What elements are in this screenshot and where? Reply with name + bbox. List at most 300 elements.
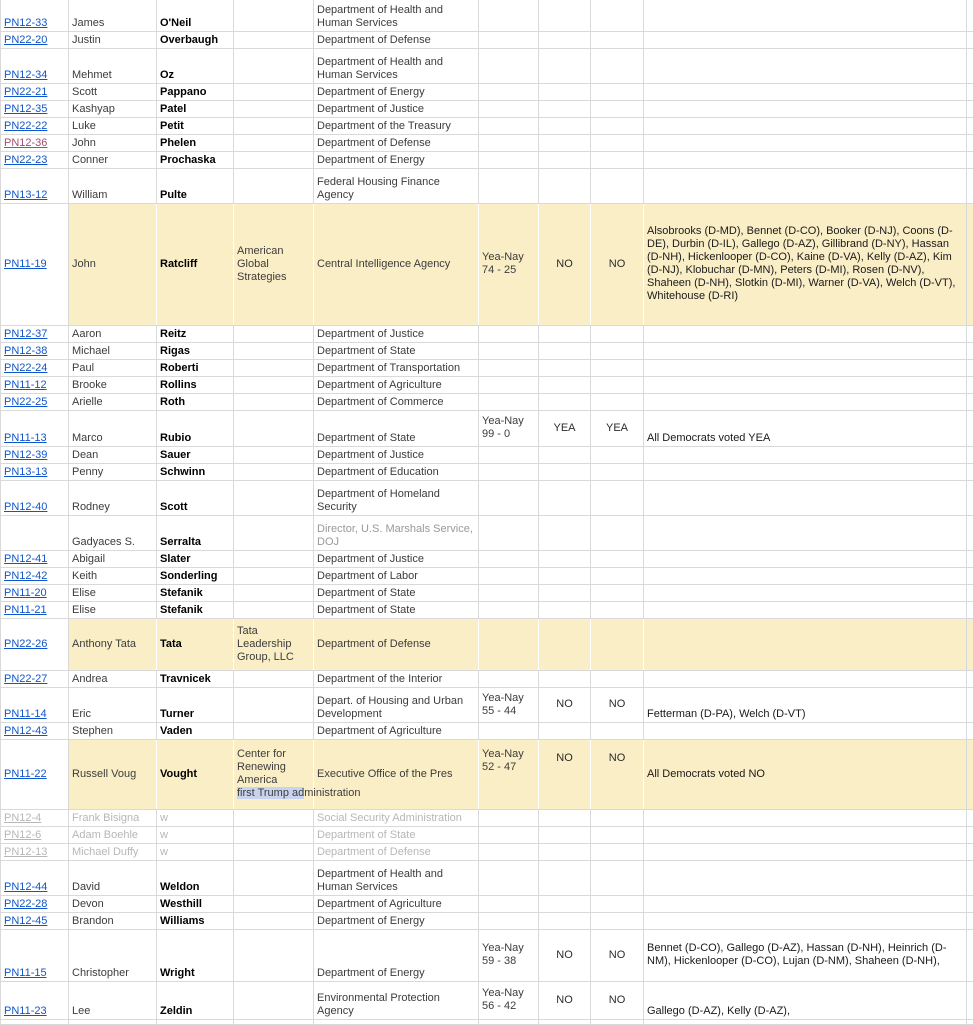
first-name-cell: John xyxy=(69,203,157,325)
table-row xyxy=(1,83,973,100)
vote-flag-2-cell xyxy=(591,463,644,480)
pn-number-cell xyxy=(1,359,69,376)
pn-link[interactable]: PN11-21 xyxy=(4,604,47,616)
spacer-cell xyxy=(967,670,973,687)
department-cell: Department of Defense xyxy=(314,618,479,670)
vote-tally-cell xyxy=(479,843,539,860)
first-name-cell: Adam Boehle xyxy=(69,826,157,843)
pn-link[interactable]: PN22-20 xyxy=(4,34,47,46)
first-name-cell: Brandon xyxy=(69,912,157,929)
pn-number-cell xyxy=(1,567,69,584)
organization-cell xyxy=(234,843,314,860)
spacer-cell xyxy=(967,325,973,342)
table-row xyxy=(1,1019,973,1024)
first-name-cell: Andrea xyxy=(69,670,157,687)
pn-number-cell xyxy=(1,48,69,83)
vote-tally-cell xyxy=(479,342,539,359)
spacer-cell xyxy=(967,463,973,480)
last-name-cell: Williams xyxy=(157,912,234,929)
vote-flag-2-cell xyxy=(591,117,644,134)
first-name-cell: Elise xyxy=(69,584,157,601)
vote-tally-cell xyxy=(479,584,539,601)
department-cell: Director, U.S. Marshals Service, DOJ xyxy=(314,515,479,550)
pn-link[interactable]: PN22-25 xyxy=(4,396,47,408)
department-cell: Department of Agriculture xyxy=(314,376,479,393)
pn-link[interactable]: PN22-23 xyxy=(4,154,47,166)
notes-cell xyxy=(644,601,967,618)
table-row xyxy=(1,117,973,134)
vote-flag-1-cell xyxy=(539,843,591,860)
pn-number-cell xyxy=(1,376,69,393)
vote-tally-cell xyxy=(479,618,539,670)
pn-number-cell xyxy=(1,860,69,895)
spacer-cell xyxy=(967,860,973,895)
table-row xyxy=(1,567,973,584)
unselected-text: ministration xyxy=(304,787,360,799)
table-row xyxy=(1,376,973,393)
first-name-cell: Dean xyxy=(69,446,157,463)
last-name-cell: Reitz xyxy=(157,325,234,342)
vote-flag-1-cell xyxy=(539,151,591,168)
pn-number-cell xyxy=(1,0,69,31)
table-row xyxy=(1,739,973,809)
pn-link[interactable]: PN11-20 xyxy=(4,587,47,599)
organization-cell xyxy=(234,1019,314,1024)
notes-cell xyxy=(644,567,967,584)
notes-cell xyxy=(644,446,967,463)
spacer-cell xyxy=(967,618,973,670)
pn-link[interactable]: PN13-12 xyxy=(4,189,47,201)
pn-number-cell xyxy=(1,463,69,480)
last-name-cell: Patel xyxy=(157,100,234,117)
pn-link[interactable]: PN12-34 xyxy=(4,69,47,81)
organization-cell xyxy=(234,601,314,618)
first-name-cell: John xyxy=(69,134,157,151)
last-name-cell: Sauer xyxy=(157,446,234,463)
pn-link[interactable]: PN12-33 xyxy=(4,17,47,29)
vote-flag-2-cell xyxy=(591,168,644,203)
first-name-cell: Aaron xyxy=(69,325,157,342)
vote-tally-cell xyxy=(479,480,539,515)
vote-flag-2-cell xyxy=(591,359,644,376)
first-name-cell: James xyxy=(69,0,157,31)
vote-flag-1-cell xyxy=(539,463,591,480)
vote-flag-2-cell xyxy=(591,376,644,393)
vote-tally-cell: Yea-Nay 56 - 42 xyxy=(479,981,539,1019)
vote-flag-1-cell xyxy=(539,515,591,550)
spacer-cell xyxy=(967,151,973,168)
spacer-cell xyxy=(967,342,973,359)
pn-link[interactable]: PN12-40 xyxy=(4,501,47,513)
vote-flag-1-cell xyxy=(539,393,591,410)
vote-tally-cell: Yea-Nay 52 - 47 xyxy=(479,739,539,809)
pn-link[interactable]: PN11-14 xyxy=(4,708,47,720)
department-cell: Environmental Protection Agency xyxy=(314,981,479,1019)
organization-cell xyxy=(234,393,314,410)
vote-flag-1-cell xyxy=(539,670,591,687)
notes-cell xyxy=(644,134,967,151)
first-name-cell: Luke xyxy=(69,117,157,134)
spacer-cell xyxy=(967,687,973,722)
organization-cell xyxy=(234,359,314,376)
pn-link[interactable]: PN22-22 xyxy=(4,120,47,132)
pn-number-cell xyxy=(1,1019,69,1024)
first-name-cell: Michael Duffy xyxy=(69,843,157,860)
table-row xyxy=(1,550,973,567)
spacer-cell xyxy=(967,809,973,826)
first-name-cell: Abigail xyxy=(69,550,157,567)
pn-number-cell xyxy=(1,515,69,550)
vote-tally-cell xyxy=(479,31,539,48)
vote-tally-cell xyxy=(479,860,539,895)
department-cell: Department of Labor xyxy=(314,567,479,584)
last-name-cell: Sonderling xyxy=(157,567,234,584)
pn-link[interactable]: PN22-26 xyxy=(4,638,47,650)
pn-link[interactable]: PN22-27 xyxy=(4,673,47,685)
department-cell: Depart. of Housing and Urban Development xyxy=(314,687,479,722)
notes-cell xyxy=(644,31,967,48)
notes-cell xyxy=(644,359,967,376)
department-cell: Social Security Administration xyxy=(314,809,479,826)
last-name-cell: Westhill xyxy=(157,895,234,912)
first-name-cell: Michael xyxy=(69,342,157,359)
vote-tally-cell xyxy=(479,83,539,100)
notes-cell xyxy=(644,376,967,393)
vote-flag-2-cell xyxy=(591,860,644,895)
vote-tally-cell xyxy=(479,134,539,151)
pn-number-cell xyxy=(1,134,69,151)
vote-flag-1-cell xyxy=(539,895,591,912)
spacer-cell xyxy=(967,584,973,601)
vote-flag-2-cell: NO xyxy=(591,981,644,1019)
pn-link[interactable]: PN12-4 xyxy=(4,812,41,824)
vote-flag-1-cell xyxy=(539,618,591,670)
pn-link[interactable]: PN12-36 xyxy=(4,137,47,149)
vote-tally-cell xyxy=(479,446,539,463)
pn-link[interactable]: PN12-6 xyxy=(4,829,41,841)
organization-cell: Tata Leadership Group, LLC xyxy=(234,618,314,670)
vote-flag-1-cell: NO xyxy=(539,981,591,1019)
pn-number-cell xyxy=(1,203,69,325)
table-row xyxy=(1,895,973,912)
vote-flag-2-cell xyxy=(591,722,644,739)
spacer-cell xyxy=(967,117,973,134)
pn-link[interactable]: PN12-39 xyxy=(4,449,47,461)
pn-link[interactable]: PN12-43 xyxy=(4,725,47,737)
vote-tally-cell xyxy=(479,48,539,83)
organization-cell xyxy=(234,584,314,601)
notes-cell xyxy=(644,48,967,83)
spacer-cell xyxy=(967,410,973,446)
spacer-cell xyxy=(967,981,973,1019)
organization-cell xyxy=(234,826,314,843)
department-cell: Department of State xyxy=(314,826,479,843)
pn-link[interactable]: PN13-13 xyxy=(4,466,47,478)
department-cell: Department of Health and Human Services xyxy=(314,0,479,31)
pn-link[interactable]: PN11-12 xyxy=(4,379,47,391)
spacer-cell xyxy=(967,359,973,376)
vote-flag-2-cell xyxy=(591,567,644,584)
table-row xyxy=(1,912,973,929)
notes-cell: All Democrats voted YEA xyxy=(644,410,967,446)
organization-cell xyxy=(234,912,314,929)
vote-flag-2-cell xyxy=(591,895,644,912)
vote-flag-2-cell: NO xyxy=(591,739,644,809)
last-name-cell: Stefanik xyxy=(157,601,234,618)
table-row xyxy=(1,134,973,151)
first-name-cell: Elise xyxy=(69,601,157,618)
pn-link[interactable]: PN12-35 xyxy=(4,103,47,115)
organization-cell xyxy=(234,463,314,480)
vote-flag-1-cell xyxy=(539,376,591,393)
department-cell: Department of Justice xyxy=(314,446,479,463)
organization-cell xyxy=(234,670,314,687)
first-name-cell xyxy=(69,1019,157,1024)
pn-link[interactable]: PN12-42 xyxy=(4,570,47,582)
department-cell: Department of Justice xyxy=(314,325,479,342)
department-cell: Department of Transportation xyxy=(314,359,479,376)
organization-cell xyxy=(234,48,314,83)
table-row xyxy=(1,151,973,168)
department-cell: Department of Justice xyxy=(314,550,479,567)
vote-flag-2-cell xyxy=(591,1019,644,1024)
notes-cell xyxy=(644,550,967,567)
last-name-cell: Tata xyxy=(157,618,234,670)
vote-flag-1-cell xyxy=(539,550,591,567)
first-name-cell: Penny xyxy=(69,463,157,480)
first-name-cell: Brooke xyxy=(69,376,157,393)
first-name-cell: Keith xyxy=(69,567,157,584)
pn-number-cell xyxy=(1,843,69,860)
vote-flag-2-cell xyxy=(591,809,644,826)
notes-cell: All Democrats voted NO xyxy=(644,739,967,809)
notes-cell: Bennet (D-CO), Gallego (D-AZ), Hassan (D-NH), Heinrich (D-NM), Hickenlooper (D-CO), Lujan (D-NM), Shaheen (D-NH), xyxy=(644,929,967,981)
vote-flag-1-cell xyxy=(539,722,591,739)
organization-cell xyxy=(234,151,314,168)
vote-flag-2-cell xyxy=(591,550,644,567)
organization-cell xyxy=(234,446,314,463)
spacer-cell xyxy=(967,100,973,117)
vote-tally-cell xyxy=(479,151,539,168)
vote-tally-cell xyxy=(479,670,539,687)
vote-tally-cell xyxy=(479,912,539,929)
table-row xyxy=(1,48,973,83)
overflow-note-text xyxy=(234,787,310,800)
spacer-cell xyxy=(967,843,973,860)
vote-flag-1-cell: YEA xyxy=(539,410,591,446)
vote-flag-2-cell xyxy=(591,325,644,342)
last-name-cell: w xyxy=(157,826,234,843)
vote-tally-cell xyxy=(479,567,539,584)
first-name-cell: Frank Bisigna xyxy=(69,809,157,826)
pn-number-cell xyxy=(1,325,69,342)
last-name-cell: Roth xyxy=(157,393,234,410)
organization-cell xyxy=(234,687,314,722)
spacer-cell xyxy=(967,83,973,100)
vote-flag-2-cell xyxy=(591,100,644,117)
notes-cell xyxy=(644,168,967,203)
table-row xyxy=(1,826,973,843)
vote-flag-1-cell: NO xyxy=(539,739,591,809)
last-name-cell: Travnicek xyxy=(157,670,234,687)
last-name-cell: Pappano xyxy=(157,83,234,100)
last-name-cell: Vaden xyxy=(157,722,234,739)
table-row xyxy=(1,618,973,670)
organization-cell xyxy=(234,480,314,515)
spacer-cell xyxy=(967,912,973,929)
first-name-cell: Rodney xyxy=(69,480,157,515)
pn-number-cell xyxy=(1,618,69,670)
spacer-cell xyxy=(967,480,973,515)
pn-link[interactable]: PN22-28 xyxy=(4,898,47,910)
pn-link[interactable]: PN12-38 xyxy=(4,345,47,357)
pn-number-cell xyxy=(1,722,69,739)
organization-cell xyxy=(234,809,314,826)
organization-cell xyxy=(234,168,314,203)
organization-cell xyxy=(234,981,314,1019)
vote-flag-1-cell xyxy=(539,117,591,134)
first-name-cell: Marco xyxy=(69,410,157,446)
first-name-cell: Mehmet xyxy=(69,48,157,83)
pn-link[interactable]: PN12-41 xyxy=(4,553,47,565)
pn-link[interactable]: PN12-13 xyxy=(4,846,47,858)
department-cell: Department of Commerce xyxy=(314,393,479,410)
organization-cell xyxy=(234,117,314,134)
vote-flag-1-cell xyxy=(539,809,591,826)
notes-cell xyxy=(644,342,967,359)
pn-link[interactable]: PN12-37 xyxy=(4,328,47,340)
spacer-cell xyxy=(967,393,973,410)
vote-tally-cell xyxy=(479,168,539,203)
pn-number-cell xyxy=(1,826,69,843)
spacer-cell xyxy=(967,567,973,584)
pn-link[interactable]: PN22-24 xyxy=(4,362,47,374)
vote-flag-1-cell xyxy=(539,31,591,48)
last-name-cell: Overbaugh xyxy=(157,31,234,48)
spacer-cell xyxy=(967,48,973,83)
organization-cell xyxy=(234,550,314,567)
spacer-cell xyxy=(967,446,973,463)
notes-cell xyxy=(644,480,967,515)
last-name-cell: Roberti xyxy=(157,359,234,376)
table-row xyxy=(1,515,973,550)
last-name-cell xyxy=(157,1019,234,1024)
organization-cell xyxy=(234,929,314,981)
vote-flag-2-cell xyxy=(591,151,644,168)
vote-tally-cell xyxy=(479,515,539,550)
organization-cell xyxy=(234,325,314,342)
department-cell: Department of Energy xyxy=(314,151,479,168)
vote-flag-1-cell xyxy=(539,134,591,151)
vote-flag-2-cell xyxy=(591,826,644,843)
first-name-cell: Anthony Tata xyxy=(69,618,157,670)
vote-tally-cell xyxy=(479,809,539,826)
notes-cell xyxy=(644,117,967,134)
table-row xyxy=(1,809,973,826)
vote-flag-1-cell xyxy=(539,567,591,584)
department-cell: Department of State xyxy=(314,601,479,618)
vote-flag-2-cell xyxy=(591,670,644,687)
spacer-cell xyxy=(967,895,973,912)
vote-flag-2-cell xyxy=(591,31,644,48)
vote-tally-cell xyxy=(479,100,539,117)
pn-number-cell xyxy=(1,687,69,722)
spacer-cell xyxy=(967,929,973,981)
pn-number-cell xyxy=(1,584,69,601)
pn-link[interactable]: PN12-45 xyxy=(4,915,47,927)
first-name-cell: David xyxy=(69,860,157,895)
vote-tally-cell xyxy=(479,722,539,739)
table-row xyxy=(1,325,973,342)
organization-cell: American Global Strategies xyxy=(234,203,314,325)
vote-tally-cell: Yea-Nay 99 - 0 xyxy=(479,410,539,446)
notes-cell xyxy=(644,860,967,895)
first-name-cell: Gadyaces S. xyxy=(69,515,157,550)
organization-cell xyxy=(234,722,314,739)
last-name-cell: Ratcliff xyxy=(157,203,234,325)
vote-tally-cell xyxy=(479,601,539,618)
table-body xyxy=(1,0,973,1024)
vote-flag-1-cell: NO xyxy=(539,929,591,981)
pn-link[interactable]: PN11-23 xyxy=(4,1005,47,1017)
department-cell: Department of Education xyxy=(314,463,479,480)
organization-cell xyxy=(234,515,314,550)
vote-flag-1-cell xyxy=(539,168,591,203)
pn-link[interactable]: PN12-44 xyxy=(4,881,47,893)
table-row xyxy=(1,410,973,446)
organization-cell xyxy=(234,134,314,151)
vote-flag-1-cell xyxy=(539,1019,591,1024)
table-row xyxy=(1,463,973,480)
pn-link[interactable]: PN11-22 xyxy=(4,768,47,780)
department-cell: Department of Agriculture xyxy=(314,722,479,739)
spacer-cell xyxy=(967,134,973,151)
pn-link[interactable]: PN11-19 xyxy=(4,258,47,270)
notes-cell xyxy=(644,618,967,670)
vote-flag-2-cell xyxy=(591,515,644,550)
pn-link[interactable]: PN22-21 xyxy=(4,86,47,98)
vote-flag-1-cell xyxy=(539,601,591,618)
vote-tally-cell: Yea-Nay 59 - 38 xyxy=(479,929,539,981)
table-row xyxy=(1,981,973,1019)
last-name-cell: Petit xyxy=(157,117,234,134)
table-row xyxy=(1,446,973,463)
first-name-cell: Justin xyxy=(69,31,157,48)
pn-link[interactable]: PN11-13 xyxy=(4,432,47,444)
last-name-cell: Schwinn xyxy=(157,463,234,480)
spacer-cell xyxy=(967,203,973,325)
spacer-cell xyxy=(967,601,973,618)
vote-flag-1-cell: NO xyxy=(539,203,591,325)
vote-flag-2-cell xyxy=(591,843,644,860)
notes-cell xyxy=(644,670,967,687)
selected-text[interactable]: first Trump ad xyxy=(237,787,304,799)
table-row xyxy=(1,843,973,860)
department-cell: Department of Energy xyxy=(314,912,479,929)
last-name-cell: Slater xyxy=(157,550,234,567)
pn-number-cell xyxy=(1,83,69,100)
vote-tally-cell xyxy=(479,1019,539,1024)
pn-number-cell xyxy=(1,912,69,929)
vote-flag-2-cell xyxy=(591,912,644,929)
vote-tally-cell xyxy=(479,550,539,567)
department-cell xyxy=(314,1019,479,1024)
vote-tally-cell xyxy=(479,117,539,134)
notes-cell xyxy=(644,151,967,168)
organization-cell xyxy=(234,739,314,809)
department-cell: Department of Defense xyxy=(314,31,479,48)
pn-link[interactable]: PN11-15 xyxy=(4,967,47,979)
